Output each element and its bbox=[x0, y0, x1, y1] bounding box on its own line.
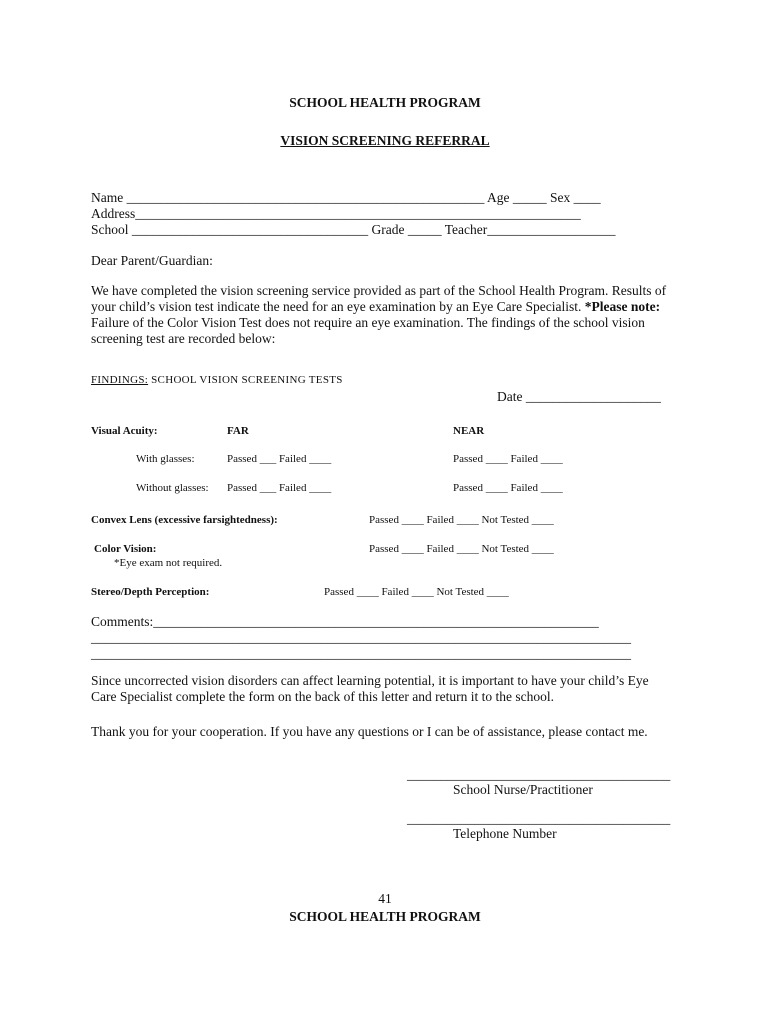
greeting: Dear Parent/Guardian: bbox=[91, 253, 213, 268]
comments-line-3: ________________________________________________________________________________ bbox=[91, 646, 631, 661]
comments-line-1: __________________________________________________________________ bbox=[153, 614, 599, 629]
with-glasses-near-result: Passed ____ Failed ____ bbox=[453, 453, 563, 465]
stereo-label: Stereo/Depth Perception: bbox=[91, 586, 210, 598]
comments-line-2: ________________________________________________________________________________ bbox=[91, 630, 631, 645]
eye-exam-note: *Eye exam not required. bbox=[114, 557, 223, 569]
thank-you-line: Thank you for your cooperation. If you have any questions or I can be of assistance, please contact me. bbox=[91, 724, 648, 739]
intro-text: We have completed the vision screening service provided as part of the School Health Program. Results of your child’s vision test indicate the need for an eye examination by an Eye Care Specialist. bbox=[91, 283, 667, 314]
findings-title: SCHOOL VISION SCREENING TESTS bbox=[148, 374, 343, 386]
far-header: FAR bbox=[227, 425, 249, 437]
signature-line: _______________________________________ bbox=[407, 767, 671, 782]
page-number: 41 bbox=[378, 891, 392, 906]
visual-acuity-label: Visual Acuity: bbox=[91, 425, 158, 437]
telephone-label: Telephone Number bbox=[453, 826, 557, 841]
page-title bbox=[0, 133, 770, 149]
closing-paragraph: Since uncorrected vision disorders can affect learning potential, it is important to have your child’s Eye Care Specialist complete the form on the back of this letter and return it to the school. bbox=[91, 673, 649, 704]
without-glasses-label: Without glasses: bbox=[136, 482, 209, 494]
footer-program: SCHOOL HEALTH PROGRAM bbox=[289, 909, 481, 924]
near-header: NEAR bbox=[453, 425, 485, 437]
address-field: Address__________________________________________________________________ bbox=[91, 206, 581, 221]
note-text: Failure of the Color Vision Test does not require an eye examination. The findings of the school vision screening test are recorded below: bbox=[91, 315, 645, 346]
comments-label: Comments: bbox=[91, 614, 154, 629]
name-age-sex-field: Name _____________________________________________________ Age _____ Sex ____ bbox=[91, 190, 601, 205]
program-heading: SCHOOL HEALTH PROGRAM bbox=[289, 95, 481, 110]
without-glasses-near-result: Passed ____ Failed ____ bbox=[453, 482, 563, 494]
telephone-line: _______________________________________ bbox=[407, 811, 671, 826]
color-vision-result: Passed ____ Failed ____ Not Tested ____ bbox=[369, 543, 554, 555]
convex-lens-result: Passed ____ Failed ____ Not Tested ____ bbox=[369, 514, 554, 526]
with-glasses-label: With glasses: bbox=[136, 453, 195, 465]
convex-lens-label: Convex Lens (excessive farsightedness): bbox=[91, 514, 278, 526]
date-field: Date ____________________ bbox=[497, 389, 661, 404]
color-vision-label: Color Vision: bbox=[94, 543, 157, 555]
without-glasses-far-result: Passed ___ Failed ____ bbox=[227, 482, 332, 494]
findings-heading bbox=[91, 374, 343, 387]
comments-field bbox=[91, 614, 599, 630]
please-note-label: *Please note: bbox=[584, 299, 661, 314]
page-title-text: VISION SCREENING REFERRAL bbox=[280, 133, 490, 148]
findings-label: FINDINGS: bbox=[91, 374, 149, 386]
nurse-label: School Nurse/Practitioner bbox=[453, 782, 593, 797]
school-grade-teacher-field: School ___________________________________ Grade _____ Teacher___________________ bbox=[91, 222, 616, 237]
stereo-result: Passed ____ Failed ____ Not Tested ____ bbox=[324, 586, 509, 598]
intro-paragraph bbox=[91, 283, 671, 347]
with-glasses-far-result: Passed ___ Failed ____ bbox=[227, 453, 332, 465]
